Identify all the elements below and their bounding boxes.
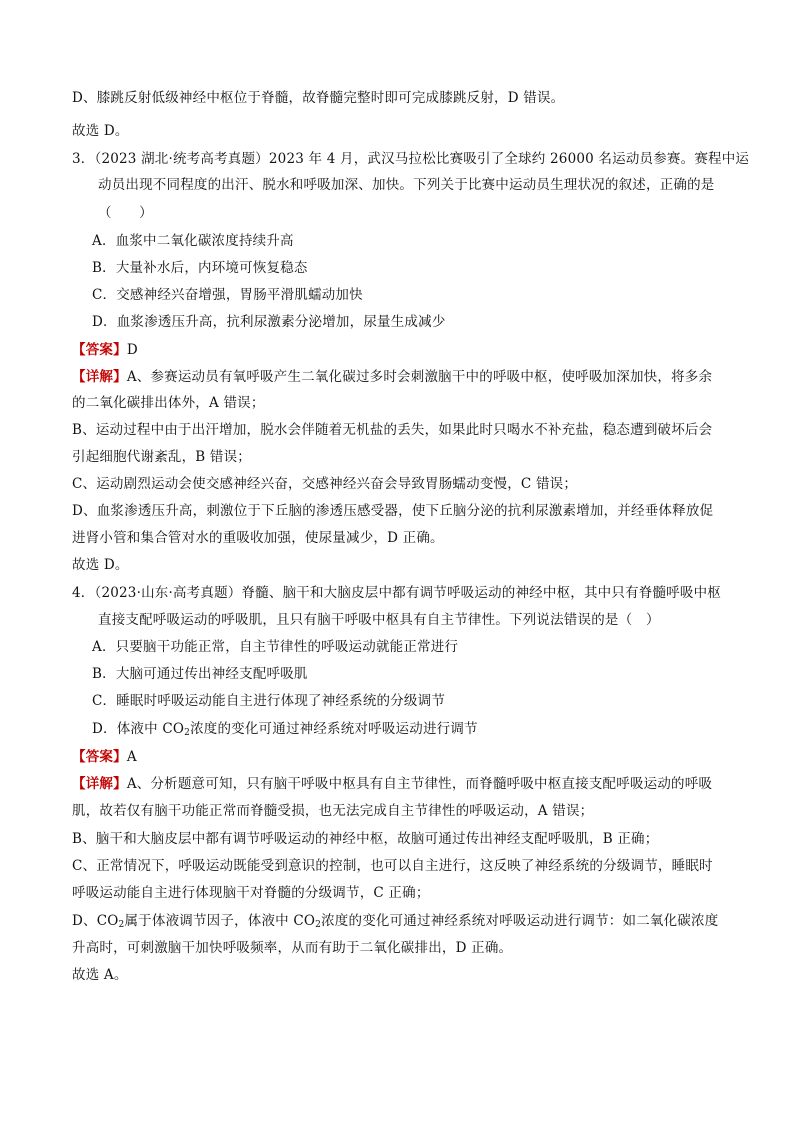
q4-explanation-a-line-1: 【详解】A、分析题意可知，只有脑干呼吸中枢具有自主节律性，而脊髓呼吸中枢直接支配呼吸运动的呼吸 — [72, 776, 713, 792]
q4-explanation-d-line-1: D、$CO_2$属于体液调节因子，体液中 $CO_2$浓度的变化可通过神经系统对呼吸运动进行调节：如二氧化碳浓度 — [72, 913, 719, 930]
q4-explanation-d-line-2: 升高时，可刺激脑干加快呼吸频率，从而有助于二氧化碳排出，D 正确。 — [72, 940, 513, 956]
q2-option-d-analysis: D、膝跳反射低级神经中枢位于脊髓，故脊髓完整时即可完成膝跳反射，D 错误。 — [72, 90, 565, 106]
q4-conclusion: 故选 A。 — [72, 967, 128, 983]
q3-stem-line-1: 3．（2023 湖北·统考高考真题）2023 年 4 月，武汉马拉松比赛吸引了全球约 26000 名运动员参赛。赛程中运 — [72, 151, 750, 167]
q4-option-a: A．只要脑干功能正常，自主节律性的呼吸运动就能正常进行 — [92, 639, 459, 655]
q3-stem-line-2: 动员出现不同程度的出汗、脱水和呼吸加深、加快。下列关于比赛中运动员生理状况的叙述，正确的是 — [98, 177, 715, 193]
q4-answer: 【答案】A — [72, 749, 137, 765]
explanation-tag: 【详解】 — [72, 369, 127, 385]
q3-option-a: A．血浆中二氧化碳浓度持续升高 — [92, 233, 294, 249]
q3-explanation-b-line-2: 引起细胞代谢紊乱，B 错误； — [72, 449, 252, 465]
q2-conclusion: 故选 D。 — [72, 123, 129, 139]
q4-explanation-c-line-2: 呼吸运动能自主进行体现脑干对脊髓的分级调节，C 正确； — [72, 885, 430, 901]
q4-stem-line-1: 4．（2023·山东·高考真题）脊髓、脑干和大脑皮层中都有调节呼吸运动的神经中枢，其中只有脊髓呼吸中枢 — [72, 585, 721, 601]
q4-explanation-a-line-2: 肌，故若仅有脑干功能正常而脊髓受损，也无法完成自主节律性的呼吸运动，A 错误； — [72, 803, 594, 819]
q4-explanation-b: B、脑干和大脑皮层中都有调节呼吸运动的神经中枢，故脑可通过传出神经支配呼吸肌，B 正确； — [72, 831, 659, 847]
q4-stem-line-2: 直接支配呼吸运动的呼吸肌，且只有脑干呼吸中枢具有自主节律性。下列说法错误的是（ ） — [98, 612, 660, 628]
q3-explanation-b-line-1: B、运动过程中由于出汗增加，脱水会伴随着无机盐的丢失，如果此时只喝水不补充盐，稳态遭到破坏后会 — [72, 422, 713, 438]
q3-option-d: D．血浆渗透压升高，抗利尿激素分泌增加，尿量生成减少 — [92, 314, 446, 330]
q4-option-b: B．大脑可通过传出神经支配呼吸肌 — [92, 666, 308, 682]
q4-option-c: C．睡眠时呼吸运动能自主进行体现了神经系统的分级调节 — [92, 693, 446, 709]
q3-option-b: B．大量补水后，内环境可恢复稳态 — [92, 260, 308, 276]
q3-stem-blank: （ ） — [98, 205, 153, 221]
q3-explanation-a-line-1: 【详解】A、参赛运动员有氧呼吸产生二氧化碳过多时会刺激脑干中的呼吸中枢，使呼吸加深加快，将多余 — [72, 369, 713, 385]
q3-explanation-d-line-1: D、血浆渗透压升高，刺激位于下丘脑的渗透压感受器，使下丘脑分泌的抗利尿激素增加，并经垂体释放促 — [72, 503, 714, 519]
q4-option-d: D．体液中 $CO_2$浓度的变化可通过神经系统对呼吸运动进行调节 — [92, 721, 478, 738]
answer-tag: 【答案】 — [72, 749, 127, 765]
q3-conclusion: 故选 D。 — [72, 557, 129, 573]
q3-option-c: C．交感神经兴奋增强，胃肠平滑肌蠕动加快 — [92, 287, 363, 303]
answer-tag: 【答案】 — [72, 342, 127, 358]
q3-explanation-d-line-2: 进肾小管和集合管对水的重吸收加强，使尿量减少，D 正确。 — [72, 530, 444, 546]
q3-explanation-c: C、运动剧烈运动会使交感神经兴奋，交感神经兴奋会导致胃肠蠕动变慢，C 错误； — [72, 476, 578, 492]
explanation-tag: 【详解】 — [72, 776, 127, 792]
q3-answer: 【答案】D — [72, 342, 138, 358]
q3-explanation-a-line-2: 的二氧化碳排出体外，A 错误； — [72, 395, 265, 411]
q4-explanation-c-line-1: C、正常情况下，呼吸运动既能受到意识的控制，也可以自主进行，这反映了神经系统的分级调节，睡眠时 — [72, 858, 713, 874]
